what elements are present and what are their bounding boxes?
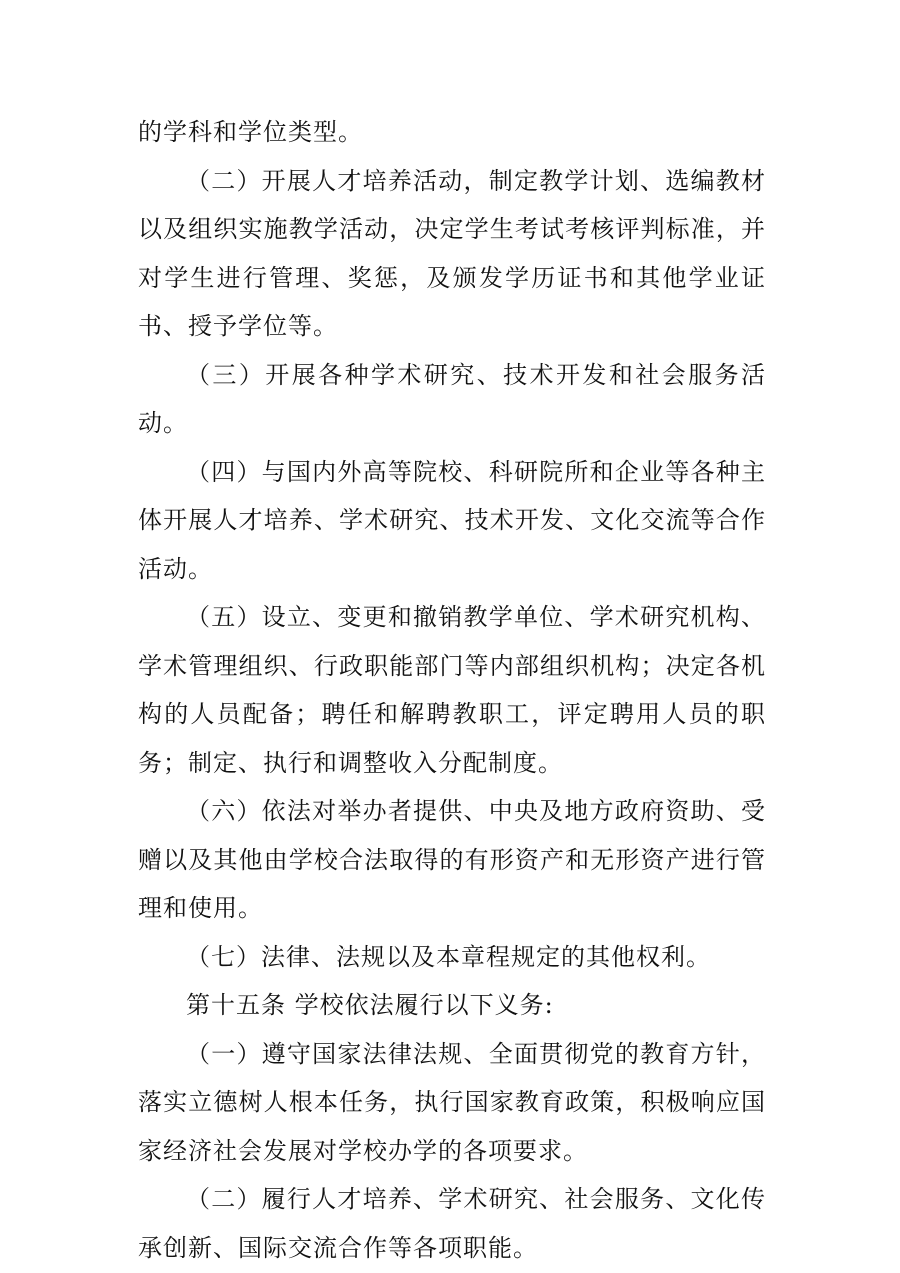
paragraph-duty-1: （一）遵守国家法律法规、全面贯彻党的教育方针，落实立德树人根本任务，执行国家教育政策，积极响应国家经济社会发展对学校办学的各项要求。 [138,1039,766,1165]
paragraph-item-6: （六）依法对举办者提供、中央及地方政府资助、受赠以及其他由学校合法取得的有形资产和无形资产进行管理和使用。 [138,797,766,922]
article-15-heading: 第十五条 学校依法履行以下义务: [186,991,554,1019]
paragraph-item-5: （五）设立、变更和撤销教学单位、学术研究机构、学术管理组织、行政职能部门等内部组织机构；决定各机构的人员配备；聘任和解聘教职工，评定聘用人员的职务；制定、执行和调整收入分配制度。 [138,603,766,777]
paragraph-item-3: （三）开展各种学术研究、技术开发和社会服务活动。 [138,360,766,437]
paragraph-continuation: 的学科和学位类型。 [138,118,363,146]
paragraph-item-7: （七）法律、法规以及本章程规定的其他权利。 [186,942,711,971]
document-body [138,108,766,1272]
paragraph-duty-2: （二）履行人才培养、学术研究、社会服务、文化传承创新、国际交流合作等各项职能。 [138,1185,766,1262]
paragraph-item-4: （四）与国内外高等院校、科研院所和企业等各种主体开展人才培养、学术研究、技术开发、文化交流等合作活动。 [138,457,766,583]
paragraph-item-2: （二）开展人才培养活动，制定教学计划、选编教材以及组织实施教学活动，决定学生考试考核评判标准，并对学生进行管理、奖惩，及颁发学历证书和其他学业证书、授予学位等。 [138,166,766,340]
